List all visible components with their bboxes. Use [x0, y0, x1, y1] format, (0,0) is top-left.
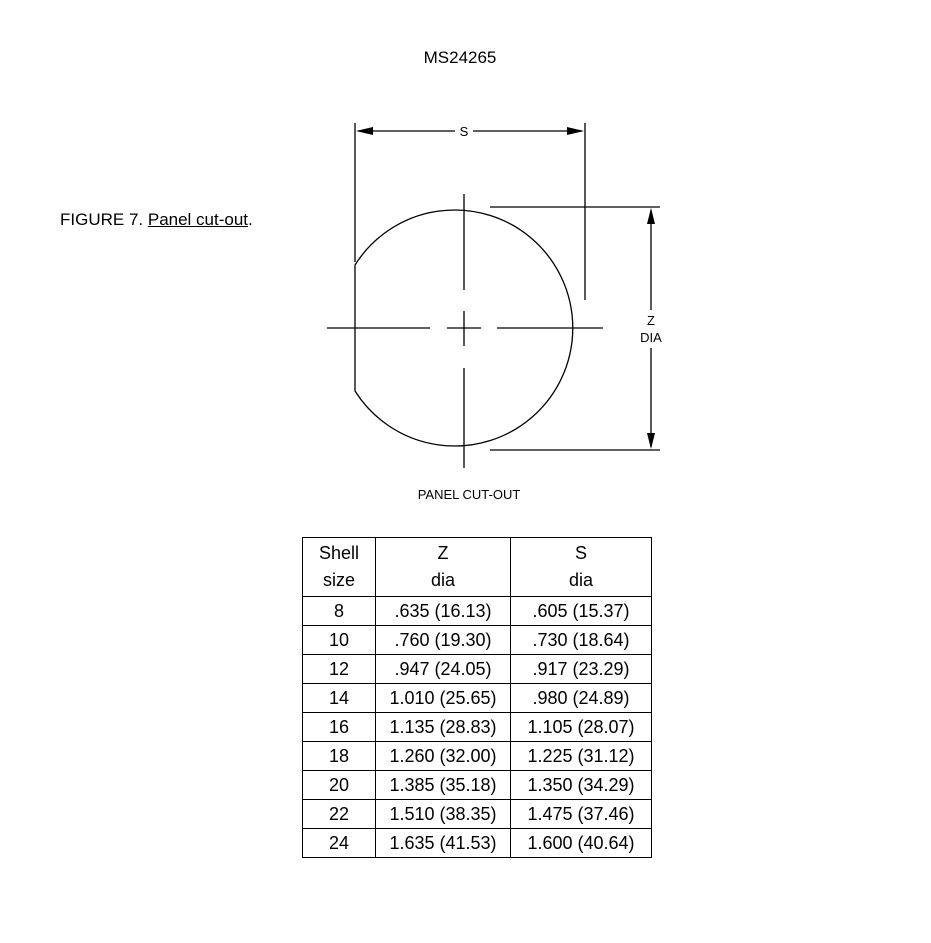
figure-title: Panel cut-out — [147, 210, 249, 229]
table-row — [303, 684, 652, 713]
cell-z-dia: 1.385 (35.18) — [376, 771, 511, 800]
z-arrow-bottom — [647, 433, 655, 449]
panel-cutout-label: PANEL CUT-OUT — [417, 487, 521, 502]
z-arrow-top — [647, 208, 655, 224]
header-z-line1: Z — [437, 543, 449, 563]
z-dimension-label: Z — [647, 313, 655, 328]
header-z-dia — [376, 538, 511, 597]
cell-z-dia: 1.260 (32.00) — [376, 742, 511, 771]
table-row — [303, 713, 652, 742]
cell-shell-size: 16 — [303, 713, 376, 742]
cell-z-dia: .947 (24.05) — [376, 655, 511, 684]
cell-z-dia: 1.510 (38.35) — [376, 800, 511, 829]
cell-z-dia: .635 (16.13) — [376, 597, 511, 626]
figure-caption-period: . — [248, 210, 253, 229]
table-row — [303, 742, 652, 771]
cell-s-dia: 1.600 (40.64) — [511, 829, 652, 858]
cell-z-dia: 1.135 (28.83) — [376, 713, 511, 742]
table-row — [303, 626, 652, 655]
cell-shell-size: 22 — [303, 800, 376, 829]
cell-z-dia: .760 (19.30) — [376, 626, 511, 655]
header-shell-line2: size — [322, 570, 355, 590]
dimensions-table — [302, 537, 652, 858]
cell-s-dia: .980 (24.89) — [511, 684, 652, 713]
header-z-line2: dia — [430, 570, 456, 590]
header-s-line2: dia — [568, 570, 594, 590]
s-arrow-right — [567, 127, 584, 135]
document-id: MS24265 — [423, 48, 497, 67]
cell-shell-size: 18 — [303, 742, 376, 771]
table-header-row — [303, 538, 652, 597]
s-arrow-left — [356, 127, 373, 135]
cell-s-dia: 1.475 (37.46) — [511, 800, 652, 829]
header-s-dia — [511, 538, 652, 597]
cell-shell-size: 12 — [303, 655, 376, 684]
figure-number: FIGURE 7. — [60, 210, 148, 229]
cell-shell-size: 20 — [303, 771, 376, 800]
cell-s-dia: .605 (15.37) — [511, 597, 652, 626]
header-shell-size — [303, 538, 376, 597]
table-row — [303, 800, 652, 829]
cell-z-dia: 1.010 (25.65) — [376, 684, 511, 713]
cell-shell-size: 10 — [303, 626, 376, 655]
cell-s-dia: 1.105 (28.07) — [511, 713, 652, 742]
table-row — [303, 655, 652, 684]
cell-z-dia: 1.635 (41.53) — [376, 829, 511, 858]
header-shell-line1: Shell — [318, 543, 360, 563]
cell-s-dia: .917 (23.29) — [511, 655, 652, 684]
cell-shell-size: 14 — [303, 684, 376, 713]
table-row — [303, 771, 652, 800]
cell-s-dia: 1.225 (31.12) — [511, 742, 652, 771]
s-dimension-label: S — [459, 124, 469, 139]
header-s-line1: S — [574, 543, 587, 563]
cell-shell-size: 8 — [303, 597, 376, 626]
z-dia-label: DIA — [640, 330, 662, 345]
cell-s-dia: 1.350 (34.29) — [511, 771, 652, 800]
cell-s-dia: .730 (18.64) — [511, 626, 652, 655]
cell-shell-size: 24 — [303, 829, 376, 858]
table-row — [303, 829, 652, 858]
table-row — [303, 597, 652, 626]
